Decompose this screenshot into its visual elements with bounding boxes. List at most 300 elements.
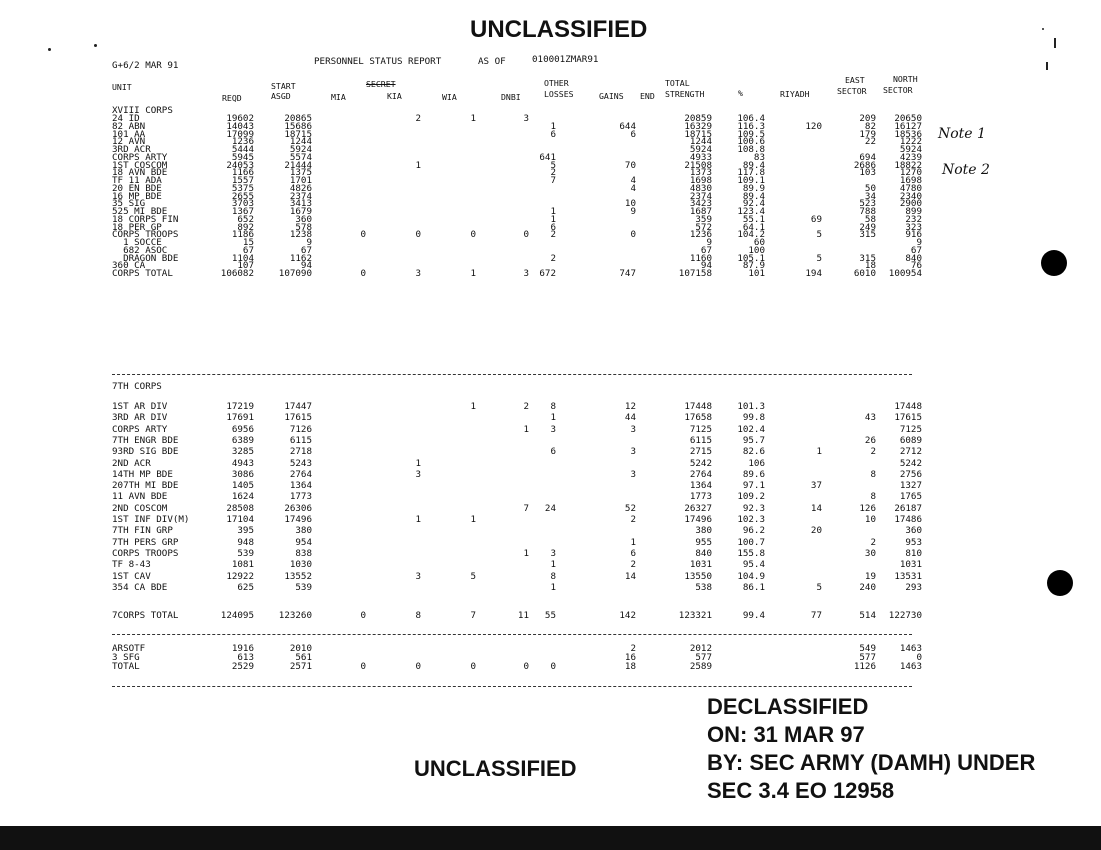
cell-east-sector: 8 bbox=[870, 468, 876, 480]
cell-east-sector: 2686 bbox=[853, 159, 876, 171]
header-east: EAST bbox=[845, 75, 865, 85]
cell-percent: 106 bbox=[748, 457, 765, 469]
cell-reqd: 1557 bbox=[231, 175, 254, 186]
cell-percent: 89.9 bbox=[742, 182, 765, 194]
cell-gains: 4 bbox=[630, 182, 636, 194]
cell-wia: 1 bbox=[470, 401, 476, 412]
cell-percent: 97.1 bbox=[742, 480, 765, 492]
cell-reqd: 1081 bbox=[231, 559, 254, 571]
cell-north-sector: 18822 bbox=[894, 159, 922, 171]
cell-north-sector: 899 bbox=[905, 206, 922, 217]
cell-other-losses: 6 bbox=[550, 446, 556, 458]
cell-reqd: 124095 bbox=[220, 610, 254, 621]
cell-total-strength: 572 bbox=[695, 221, 712, 233]
cell-east-sector: 694 bbox=[859, 151, 876, 163]
cell-start-asgd: 13552 bbox=[284, 570, 312, 582]
cell-start-asgd: 2374 bbox=[289, 190, 312, 202]
cell-reqd: 12922 bbox=[226, 570, 254, 582]
cell-gains: 1 bbox=[630, 536, 636, 548]
cell-east-sector: 50 bbox=[864, 182, 876, 194]
cell-unit: 207TH MI BDE bbox=[112, 480, 179, 492]
cell-unit: 682 ASOC bbox=[112, 244, 168, 256]
cell-gains: 3 bbox=[630, 446, 636, 458]
cell-percent: 87.9 bbox=[742, 260, 765, 272]
declass-line: ON: 31 MAR 97 bbox=[707, 722, 865, 747]
cell-other-losses: 1 bbox=[550, 412, 556, 424]
cell-mia: 0 bbox=[360, 229, 366, 241]
cell-total-strength: 955 bbox=[695, 536, 712, 548]
cell-unit: TF 11 ADA bbox=[112, 175, 162, 186]
cell-east-sector: 2 bbox=[870, 446, 876, 458]
cell-start-asgd: 1162 bbox=[289, 252, 312, 264]
cell-total-strength: 1364 bbox=[689, 480, 712, 492]
cell-reqd: 892 bbox=[237, 221, 254, 233]
cell-start-asgd: 6115 bbox=[289, 434, 312, 446]
header-east-sector: SECTOR bbox=[837, 86, 867, 96]
cell-gains: 44 bbox=[624, 412, 636, 424]
cell-total-strength: 123321 bbox=[678, 610, 712, 621]
cell-total-strength: 2589 bbox=[689, 661, 712, 672]
cell-start-asgd: 107090 bbox=[278, 268, 312, 279]
cell-reqd: 1367 bbox=[231, 206, 254, 217]
cell-east-sector: 82 bbox=[864, 120, 876, 132]
cell-riyadh: 194 bbox=[805, 268, 822, 279]
cell-reqd: 1236 bbox=[231, 136, 254, 148]
cell-east-sector: 18 bbox=[864, 260, 876, 272]
cell-unit: CORPS ARTY bbox=[112, 151, 168, 163]
report-title: PERSONNEL STATUS REPORT bbox=[314, 56, 442, 67]
cell-gains: 9 bbox=[630, 206, 636, 217]
cell-start-asgd: 1375 bbox=[289, 167, 312, 179]
cell-north-sector: 2340 bbox=[899, 190, 922, 202]
cell-unit: 18 CORPS FIN bbox=[112, 213, 179, 225]
cell-total-strength: 67 bbox=[700, 244, 712, 256]
cell-north-sector: 67 bbox=[910, 244, 922, 256]
cell-total-strength: 4830 bbox=[689, 182, 712, 194]
cell-gains: 0 bbox=[630, 229, 636, 241]
handwritten-note-2: Note 2 bbox=[942, 162, 990, 178]
cell-start-asgd: 5924 bbox=[289, 144, 312, 155]
cell-east-sector: 788 bbox=[859, 206, 876, 217]
cell-unit: 7CORPS TOTAL bbox=[112, 610, 179, 621]
cell-start-asgd: 123260 bbox=[278, 610, 312, 621]
cell-start-asgd: 94 bbox=[300, 260, 312, 272]
cell-other-losses: 55 bbox=[544, 610, 556, 621]
cell-percent: 108.8 bbox=[737, 144, 765, 155]
cell-reqd: 539 bbox=[237, 547, 254, 559]
header-wia: WIA bbox=[442, 92, 457, 102]
cell-unit: 82 ABN bbox=[112, 120, 146, 132]
cell-other-losses: 0 bbox=[550, 661, 556, 672]
cell-gains: 14 bbox=[624, 570, 636, 582]
cell-dnbi: 2 bbox=[523, 401, 529, 412]
cell-percent: 109.2 bbox=[737, 491, 765, 503]
cell-total-strength: 380 bbox=[695, 525, 712, 537]
cell-start-asgd: 3413 bbox=[289, 198, 312, 210]
cell-riyadh: 69 bbox=[810, 213, 822, 225]
cell-percent: 55.1 bbox=[742, 213, 765, 225]
cell-kia: 1 bbox=[415, 457, 421, 469]
header-reqd: REQD bbox=[222, 93, 242, 103]
cell-other-losses: 5 bbox=[550, 159, 556, 171]
classification-banner-bottom: UNCLASSIFIED bbox=[414, 756, 577, 781]
cell-reqd: 17104 bbox=[226, 514, 254, 525]
cell-mia: 0 bbox=[360, 268, 366, 279]
cell-reqd: 5945 bbox=[231, 151, 254, 163]
cell-north-sector: 6089 bbox=[899, 434, 922, 446]
section-title: XVIII CORPS bbox=[112, 105, 173, 116]
cell-gains: 2 bbox=[630, 643, 636, 654]
cell-reqd: 17099 bbox=[226, 128, 254, 140]
cell-start-asgd: 17615 bbox=[284, 412, 312, 424]
cell-gains: 3 bbox=[630, 423, 636, 435]
header-unit: UNIT bbox=[112, 82, 132, 92]
cell-total-strength: 94 bbox=[700, 260, 712, 272]
cell-dnbi: 3 bbox=[523, 268, 529, 279]
cell-gains: 12 bbox=[624, 401, 636, 412]
cell-gains: 16 bbox=[624, 652, 636, 663]
cell-start-asgd: 15686 bbox=[284, 120, 312, 132]
cell-reqd: 1186 bbox=[231, 229, 254, 241]
cell-north-sector: 4780 bbox=[899, 182, 922, 194]
cell-north-sector: 20650 bbox=[894, 113, 922, 124]
cell-unit: 360 CA bbox=[112, 260, 146, 272]
cell-reqd: 1104 bbox=[231, 252, 254, 264]
cell-north-sector: 16127 bbox=[894, 120, 922, 132]
cell-north-sector: 840 bbox=[905, 252, 922, 264]
cell-other-losses: 7 bbox=[550, 175, 556, 186]
cell-total-strength: 1031 bbox=[689, 559, 712, 571]
cell-percent: 106.4 bbox=[737, 113, 765, 124]
cell-total-strength: 17448 bbox=[684, 401, 712, 412]
cell-total-strength: 1160 bbox=[689, 252, 712, 264]
binder-hole bbox=[1041, 250, 1067, 276]
header-kia: KIA bbox=[387, 91, 402, 101]
cell-north-sector: 5242 bbox=[899, 457, 922, 469]
cell-north-sector: 1463 bbox=[899, 661, 922, 672]
cell-other-losses: 2 bbox=[550, 229, 556, 241]
cell-unit: 1ST COSCOM bbox=[112, 159, 168, 171]
cell-percent: 86.1 bbox=[742, 581, 765, 593]
cell-unit: 93RD SIG BDE bbox=[112, 446, 179, 458]
cell-north-sector: 916 bbox=[905, 229, 922, 241]
cell-east-sector: 8 bbox=[870, 491, 876, 503]
cell-north-sector: 360 bbox=[905, 525, 922, 537]
cell-total-strength: 21508 bbox=[684, 159, 712, 171]
cell-riyadh: 5 bbox=[816, 252, 822, 264]
cell-percent: 104.2 bbox=[737, 229, 765, 241]
cell-north-sector: 2712 bbox=[899, 446, 922, 458]
cell-north-sector: 2756 bbox=[899, 468, 922, 480]
cell-percent: 92.4 bbox=[742, 198, 765, 210]
cell-other-losses: 3 bbox=[550, 423, 556, 435]
cell-reqd: 15 bbox=[242, 237, 254, 248]
cell-percent: 100.7 bbox=[737, 536, 765, 548]
cell-total-strength: 840 bbox=[695, 547, 712, 559]
cell-east-sector: 126 bbox=[859, 502, 876, 514]
cell-percent: 96.2 bbox=[742, 525, 765, 537]
cell-gains: 644 bbox=[619, 120, 636, 132]
cell-kia: 1 bbox=[415, 159, 421, 171]
declassification-stamp bbox=[707, 693, 1035, 805]
cell-percent: 92.3 bbox=[742, 502, 765, 514]
scan-speck bbox=[1042, 28, 1044, 30]
cell-other-losses: 6 bbox=[550, 128, 556, 140]
cell-reqd: 107 bbox=[237, 260, 254, 272]
cell-dnbi: 1 bbox=[523, 547, 529, 559]
cell-percent: 117.8 bbox=[737, 167, 765, 179]
cell-unit: 2ND ACR bbox=[112, 457, 151, 469]
cell-dnbi: 0 bbox=[523, 661, 529, 672]
cell-percent: 89.4 bbox=[742, 190, 765, 202]
cell-unit: 24 ID bbox=[112, 113, 140, 124]
cell-north-sector: 810 bbox=[905, 547, 922, 559]
cell-total-strength: 1236 bbox=[689, 229, 712, 241]
cell-gains: 3 bbox=[630, 468, 636, 480]
cell-north-sector: 100954 bbox=[888, 268, 922, 279]
cell-start-asgd: 26306 bbox=[284, 502, 312, 514]
cell-unit: 1ST INF DIV(M) bbox=[112, 514, 190, 525]
cell-riyadh: 37 bbox=[810, 480, 822, 492]
cell-wia: 1 bbox=[470, 268, 476, 279]
section-divider bbox=[112, 374, 912, 375]
cell-mia: 0 bbox=[360, 661, 366, 672]
scan-speck bbox=[48, 48, 51, 51]
cell-east-sector: 209 bbox=[859, 113, 876, 124]
header-other: OTHER bbox=[544, 78, 569, 88]
cell-riyadh: 14 bbox=[810, 502, 822, 514]
cell-percent: 89.6 bbox=[742, 468, 765, 480]
cell-total-strength: 107158 bbox=[678, 268, 712, 279]
cell-reqd: 395 bbox=[237, 525, 254, 537]
cell-other-losses: 1 bbox=[550, 581, 556, 593]
cell-total-strength: 2764 bbox=[689, 468, 712, 480]
cell-north-sector: 26187 bbox=[894, 502, 922, 514]
cell-percent: 109.1 bbox=[737, 175, 765, 186]
cell-east-sector: 179 bbox=[859, 128, 876, 140]
cell-gains: 2 bbox=[630, 514, 636, 525]
scan-speck bbox=[1054, 38, 1056, 48]
cell-total-strength: 20859 bbox=[684, 113, 712, 124]
cell-kia: 2 bbox=[415, 113, 421, 124]
cell-north-sector: 1327 bbox=[899, 480, 922, 492]
cell-other-losses: 672 bbox=[539, 268, 556, 279]
cell-start-asgd: 2764 bbox=[289, 468, 312, 480]
cell-total-strength: 3423 bbox=[689, 198, 712, 210]
cell-unit: 12 AVN bbox=[112, 136, 146, 148]
cell-north-sector: 13531 bbox=[894, 570, 922, 582]
cell-total-strength: 1244 bbox=[689, 136, 712, 148]
header-percent: % bbox=[738, 88, 743, 98]
cell-east-sector: 2 bbox=[870, 536, 876, 548]
cell-kia: 1 bbox=[415, 514, 421, 525]
header-north-sector: SECTOR bbox=[883, 85, 913, 95]
cell-north-sector: 0 bbox=[916, 652, 922, 663]
cell-dnbi: 7 bbox=[523, 502, 529, 514]
cell-total-strength: 5924 bbox=[689, 144, 712, 155]
scan-footer-bar bbox=[0, 826, 1101, 850]
cell-north-sector: 7125 bbox=[899, 423, 922, 435]
cell-start-asgd: 1773 bbox=[289, 491, 312, 503]
cell-unit: 525 MI BDE bbox=[112, 206, 168, 217]
cell-reqd: 106082 bbox=[220, 268, 254, 279]
cell-unit: DRAGON BDE bbox=[112, 252, 179, 264]
cell-riyadh: 5 bbox=[816, 229, 822, 241]
cell-unit: 3RD AR DIV bbox=[112, 412, 168, 424]
cell-total-strength: 1698 bbox=[689, 175, 712, 186]
cell-reqd: 2655 bbox=[231, 190, 254, 202]
cell-percent: 64.1 bbox=[742, 221, 765, 233]
cell-other-losses: 1 bbox=[550, 120, 556, 132]
cell-unit: 14TH MP BDE bbox=[112, 468, 173, 480]
cell-riyadh: 5 bbox=[816, 581, 822, 593]
cell-north-sector: 5924 bbox=[899, 144, 922, 155]
cell-unit: 3RD ACR bbox=[112, 144, 151, 155]
cell-east-sector: 514 bbox=[859, 610, 876, 621]
header-end: END bbox=[640, 91, 655, 101]
handwritten-note-1: Note 1 bbox=[938, 126, 986, 142]
cell-gains: 52 bbox=[624, 502, 636, 514]
cell-start-asgd: 1679 bbox=[289, 206, 312, 217]
cell-total-strength: 26327 bbox=[684, 502, 712, 514]
cell-total-strength: 1773 bbox=[689, 491, 712, 503]
cell-unit: 16 MP BDE bbox=[112, 190, 162, 202]
cell-percent: 123.4 bbox=[737, 206, 765, 217]
cell-reqd: 6389 bbox=[231, 434, 254, 446]
cell-total-strength: 18715 bbox=[684, 128, 712, 140]
cell-kia: 0 bbox=[415, 229, 421, 241]
cell-reqd: 1166 bbox=[231, 167, 254, 179]
cell-reqd: 1916 bbox=[231, 643, 254, 654]
cell-north-sector: 953 bbox=[905, 536, 922, 548]
cell-unit: 7TH PERS GRP bbox=[112, 536, 179, 548]
cell-unit: TOTAL bbox=[112, 661, 140, 672]
cell-start-asgd: 2010 bbox=[289, 643, 312, 654]
cell-east-sector: 315 bbox=[859, 229, 876, 241]
cell-percent: 83 bbox=[753, 151, 765, 163]
cell-east-sector: 22 bbox=[864, 136, 876, 148]
cell-other-losses: 2 bbox=[550, 167, 556, 179]
cell-total-strength: 2374 bbox=[689, 190, 712, 202]
cell-east-sector: 103 bbox=[859, 167, 876, 179]
cell-north-sector: 17615 bbox=[894, 412, 922, 424]
cell-percent: 89.4 bbox=[742, 159, 765, 171]
cell-east-sector: 43 bbox=[864, 412, 876, 424]
cell-percent: 60 bbox=[753, 237, 765, 248]
cell-gains: 6 bbox=[630, 128, 636, 140]
cell-percent: 104.9 bbox=[737, 570, 765, 582]
cell-reqd: 3086 bbox=[231, 468, 254, 480]
cell-other-losses: 8 bbox=[550, 401, 556, 412]
cell-unit: CORPS TROOPS bbox=[112, 229, 179, 241]
cell-reqd: 2529 bbox=[231, 661, 254, 672]
cell-percent: 99.4 bbox=[742, 610, 765, 621]
cell-east-sector: 549 bbox=[859, 643, 876, 654]
cell-start-asgd: 578 bbox=[295, 221, 312, 233]
cell-reqd: 3703 bbox=[231, 198, 254, 210]
cell-start-asgd: 67 bbox=[300, 244, 312, 256]
cell-start-asgd: 1701 bbox=[289, 175, 312, 186]
cell-reqd: 19602 bbox=[226, 113, 254, 124]
cell-start-asgd: 539 bbox=[295, 581, 312, 593]
cell-north-sector: 4239 bbox=[899, 151, 922, 163]
cell-east-sector: 249 bbox=[859, 221, 876, 233]
cell-north-sector: 1031 bbox=[899, 559, 922, 571]
section-divider bbox=[112, 686, 912, 687]
declass-line: BY: SEC ARMY (DAMH) UNDER bbox=[707, 750, 1036, 775]
cell-reqd: 625 bbox=[237, 581, 254, 593]
cell-percent: 101.3 bbox=[737, 401, 765, 412]
header-total: TOTAL bbox=[665, 78, 690, 88]
cell-reqd: 17691 bbox=[226, 412, 254, 424]
cell-start-asgd: 18715 bbox=[284, 128, 312, 140]
header-riyadh: RIYADH bbox=[780, 89, 810, 99]
header-losses: LOSSES bbox=[544, 89, 574, 99]
cell-other-losses: 3 bbox=[550, 547, 556, 559]
header-start: START bbox=[271, 81, 296, 91]
cell-reqd: 4943 bbox=[231, 457, 254, 469]
cell-unit: 11 AVN BDE bbox=[112, 491, 168, 503]
cell-kia: 8 bbox=[415, 610, 421, 621]
cell-gains: 747 bbox=[619, 268, 636, 279]
cell-start-asgd: 954 bbox=[295, 536, 312, 548]
cell-unit: 2ND COSCOM bbox=[112, 502, 168, 514]
cell-other-losses: 1 bbox=[550, 559, 556, 571]
header-mia: MIA bbox=[331, 92, 346, 102]
cell-gains: 18 bbox=[624, 661, 636, 672]
cell-percent: 95.7 bbox=[742, 434, 765, 446]
header-secret-stamp: SECRET bbox=[366, 79, 396, 89]
cell-percent: 99.8 bbox=[742, 412, 765, 424]
cell-north-sector: 76 bbox=[910, 260, 922, 272]
cell-start-asgd: 2571 bbox=[289, 661, 312, 672]
cell-reqd: 5444 bbox=[231, 144, 254, 155]
cell-east-sector: 577 bbox=[859, 652, 876, 663]
cell-other-losses: 24 bbox=[544, 502, 556, 514]
cell-reqd: 24053 bbox=[226, 159, 254, 171]
cell-start-asgd: 838 bbox=[295, 547, 312, 559]
cell-percent: 100 bbox=[748, 244, 765, 256]
cell-riyadh: 77 bbox=[810, 610, 822, 621]
cell-other-losses: 1 bbox=[550, 213, 556, 225]
cell-north-sector: 1222 bbox=[899, 136, 922, 148]
header-strength: STRENGTH bbox=[665, 89, 705, 99]
as-of-label: AS OF bbox=[478, 56, 506, 67]
cell-other-losses: 1 bbox=[550, 206, 556, 217]
cell-total-strength: 17658 bbox=[684, 412, 712, 424]
cell-wia: 0 bbox=[470, 229, 476, 241]
cell-start-asgd: 7126 bbox=[289, 423, 312, 435]
cell-mia: 0 bbox=[360, 610, 366, 621]
cell-other-losses: 6 bbox=[550, 221, 556, 233]
binder-hole bbox=[1047, 570, 1073, 596]
cell-total-strength: 17496 bbox=[684, 514, 712, 525]
cell-unit: 1 SOCCE bbox=[112, 237, 162, 248]
cell-percent: 155.8 bbox=[737, 547, 765, 559]
cell-wia: 5 bbox=[470, 570, 476, 582]
cell-total-strength: 2012 bbox=[689, 643, 712, 654]
header-gains: GAINS bbox=[599, 91, 624, 101]
cell-unit: 7TH FIN GRP bbox=[112, 525, 173, 537]
cell-east-sector: 30 bbox=[864, 547, 876, 559]
cell-start-asgd: 1364 bbox=[289, 480, 312, 492]
cell-unit: 20 EN BDE bbox=[112, 182, 162, 194]
scan-speck bbox=[1046, 62, 1048, 70]
cell-total-strength: 577 bbox=[695, 652, 712, 663]
cell-reqd: 5375 bbox=[231, 182, 254, 194]
cell-north-sector: 1463 bbox=[899, 643, 922, 654]
cell-wia: 7 bbox=[470, 610, 476, 621]
